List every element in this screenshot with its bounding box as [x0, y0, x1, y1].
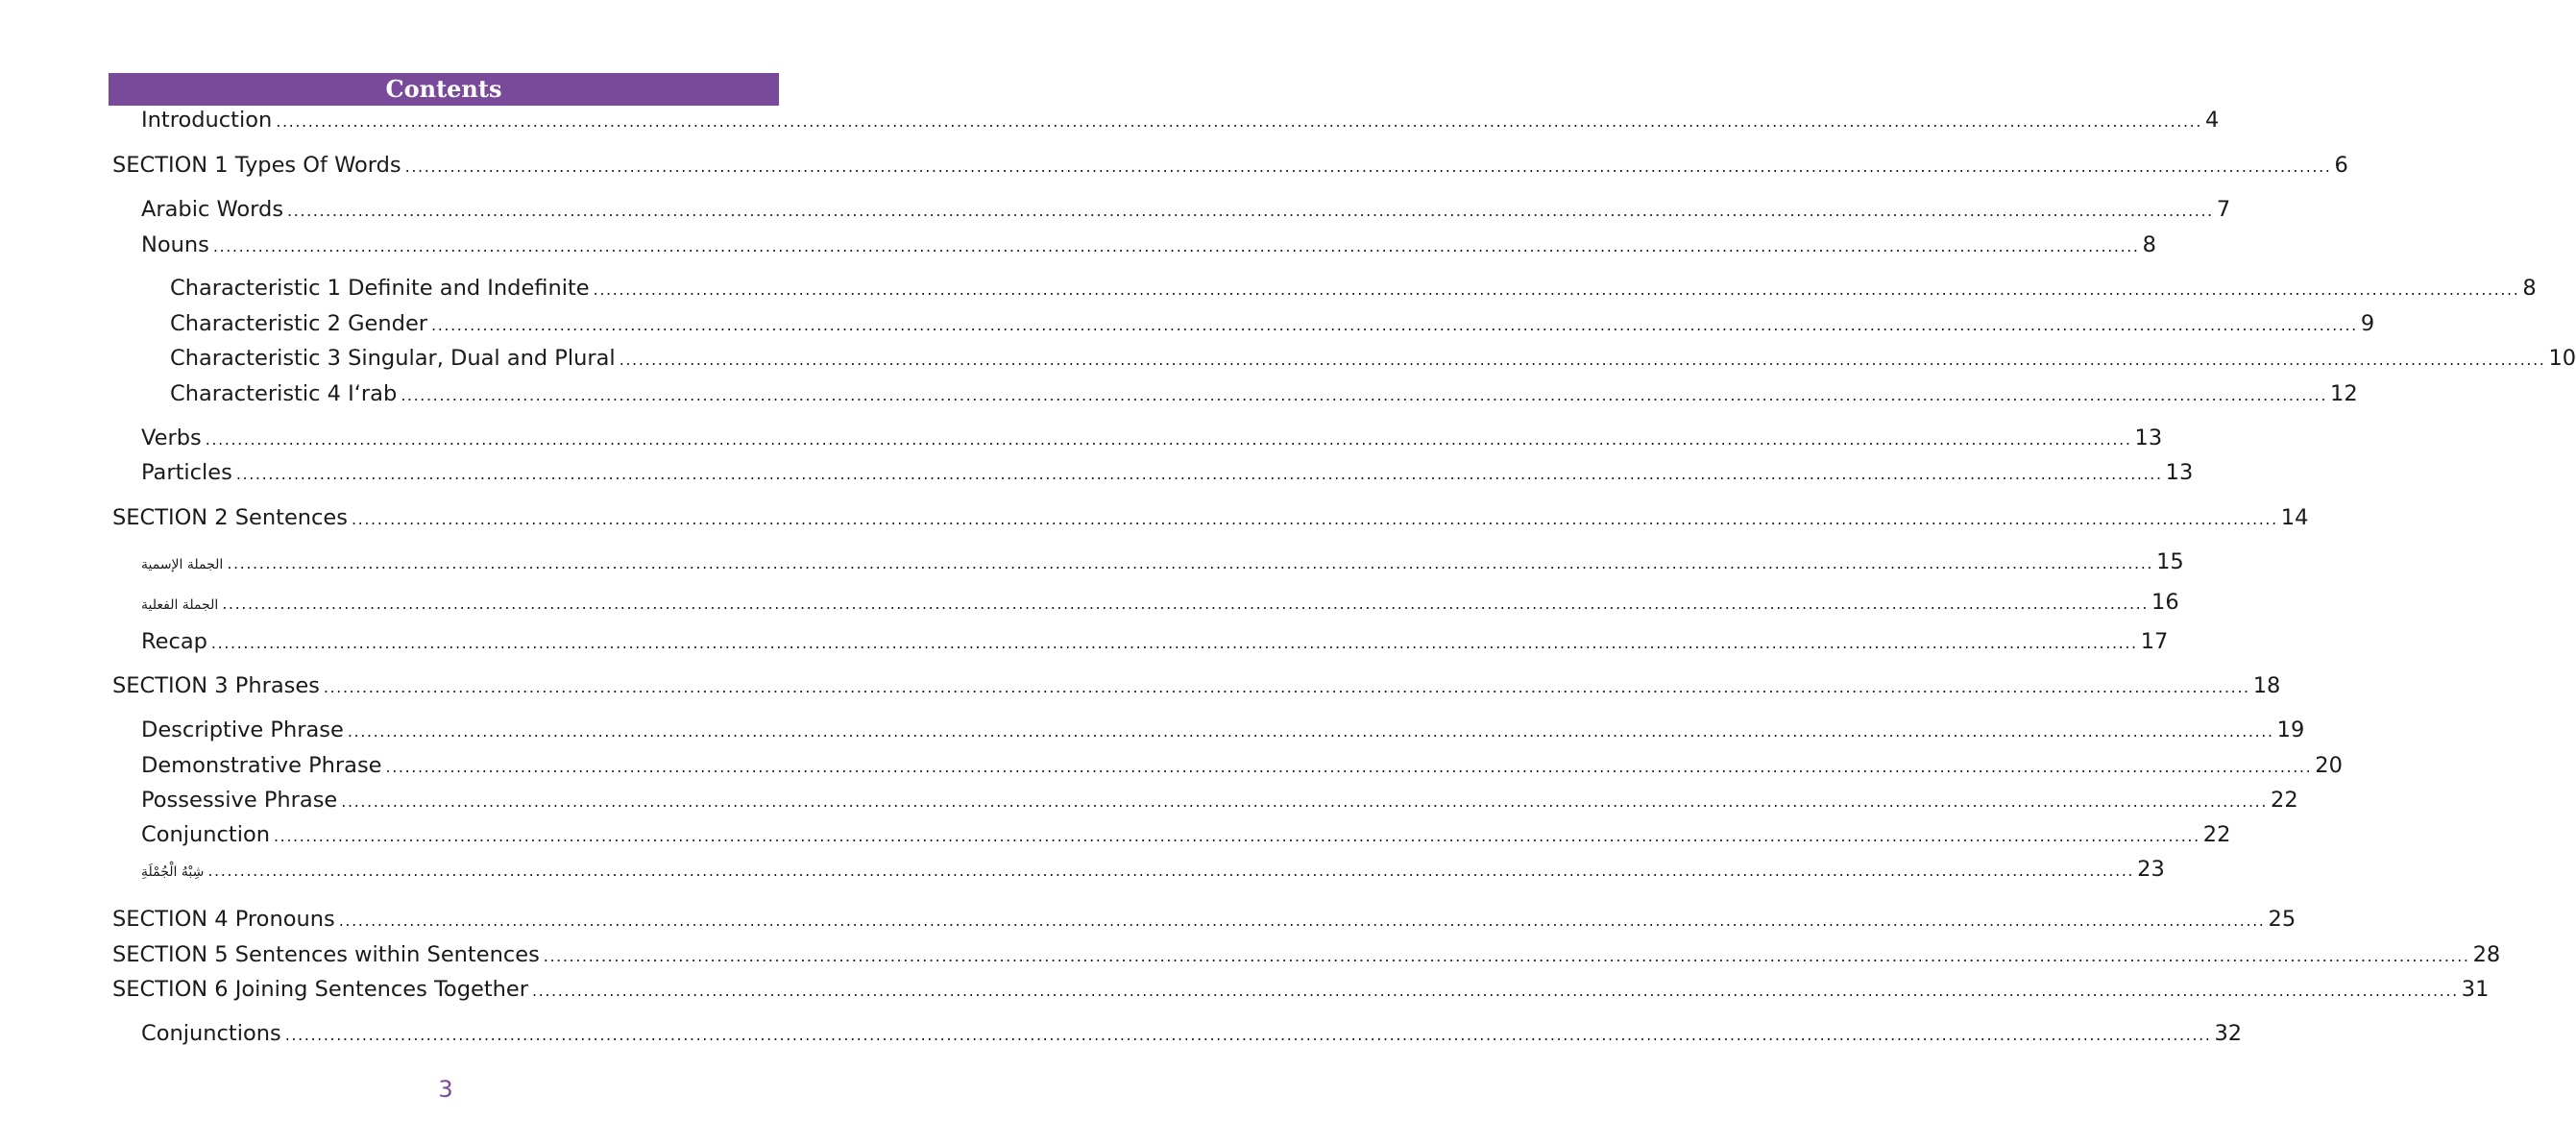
toc-entry-label: Characteristic 2 Gender — [170, 311, 428, 336]
toc-entry-label: الجملة الفعلية — [141, 597, 219, 613]
toc-entry-page: 22 — [2271, 788, 2298, 813]
toc-entry-page: 22 — [2202, 822, 2231, 847]
dot-leader: ............................................................................................................................................................................................................................................................................................................ — [593, 280, 2520, 299]
toc-entry-page: 9 — [2360, 311, 2375, 336]
toc-entry[interactable] — [141, 629, 2169, 662]
dot-leader: ............................................................................................................................................................................................................................................................................................................ — [385, 758, 2313, 776]
toc-entry-page: 19 — [2276, 717, 2305, 742]
toc-entry-label: Verbs — [141, 426, 202, 450]
dot-leader: ............................................................................................................................................................................................................................................................................................................ — [227, 554, 2154, 572]
toc-entry-page: 17 — [2140, 629, 2169, 654]
dot-leader: ............................................................................................................................................................................................................................................................................................................ — [341, 792, 2269, 811]
toc-entry-label: Introduction — [141, 108, 273, 133]
dot-leader: ............................................................................................................................................................................................................................................................................................................ — [212, 237, 2140, 255]
toc-entry-label: SECTION 5 Sentences within Sentences — [112, 942, 540, 967]
dot-leader: ............................................................................................................................................................................................................................................................................................................ — [222, 595, 2150, 613]
dot-leader: ............................................................................................................................................................................................................................................................................................................ — [276, 112, 2203, 131]
toc-entry-label: SECTION 2 Sentences — [112, 505, 348, 530]
toc-entry-page: 6 — [2334, 153, 2348, 178]
toc-entry[interactable] — [141, 108, 2220, 140]
toc-entry-page: 7 — [2216, 197, 2231, 222]
dot-leader: ............................................................................................................................................................................................................................................................................................................ — [273, 827, 2200, 845]
toc-entry-label: SECTION 3 Phrases — [112, 673, 320, 698]
toc-entry-page: 20 — [2315, 753, 2343, 778]
toc-entry-page: 4 — [2205, 108, 2220, 133]
toc-entry[interactable] — [141, 788, 2298, 820]
toc-entry-label: Characteristic 4 I‘rab — [170, 381, 398, 406]
dot-leader: ............................................................................................................................................................................................................................................................................................................ — [323, 678, 2250, 696]
toc-entry-label: Characteristic 3 Singular, Dual and Plural — [170, 346, 616, 371]
toc-entry-page: 13 — [2165, 460, 2194, 485]
dot-leader: ............................................................................................................................................................................................................................................................................................................ — [207, 862, 2135, 880]
toc-entry-label: Arabic Words — [141, 197, 284, 222]
dot-leader: ............................................................................................................................................................................................................................................................................................................ — [401, 386, 2328, 404]
dot-leader: ............................................................................................................................................................................................................................................................................................................ — [287, 202, 2214, 220]
toc-entry[interactable] — [112, 673, 2281, 706]
contents-header-bar — [109, 73, 779, 106]
toc-entry-label: شِبْهُ الْجُمْلَةِ — [141, 864, 205, 880]
dot-leader: ............................................................................................................................................................................................................................................................................................................ — [205, 430, 2132, 449]
toc-entry[interactable] — [112, 942, 2501, 975]
toc-entry-page: 25 — [2268, 907, 2297, 932]
toc-entry-page: 13 — [2134, 426, 2163, 450]
dot-leader: ............................................................................................................................................................................................................................................................................................................ — [347, 722, 2274, 741]
toc-entry-page: 12 — [2330, 381, 2358, 406]
dot-leader: ............................................................................................................................................................................................................................................................................................................ — [338, 912, 2266, 930]
toc-entry-label: SECTION 4 Pronouns — [112, 907, 335, 932]
dot-leader: ............................................................................................................................................................................................................................................................................................................ — [235, 465, 2163, 483]
toc-entry-page: 28 — [2472, 942, 2501, 967]
toc-entry-page: 8 — [2142, 232, 2156, 257]
toc-entry-label: SECTION 1 Types Of Words — [112, 153, 401, 178]
toc-entry[interactable] — [141, 460, 2194, 493]
toc-entry[interactable] — [141, 197, 2231, 230]
toc-entry-page: 31 — [2461, 977, 2490, 1002]
dot-leader: ............................................................................................................................................................................................................................................................................................................ — [210, 634, 2138, 652]
toc-entry[interactable] — [141, 822, 2231, 855]
toc-entry-page: 16 — [2151, 590, 2179, 615]
toc-entry[interactable] — [141, 857, 2165, 889]
dot-leader: ............................................................................................................................................................................................................................................................................................................ — [404, 158, 2332, 176]
toc-entry-label: SECTION 6 Joining Sentences Together — [112, 977, 528, 1002]
page-number: 3 — [438, 1076, 453, 1103]
toc-entry[interactable] — [112, 977, 2490, 1009]
toc-entry[interactable] — [141, 590, 2179, 622]
toc-entry-page: 18 — [2252, 673, 2281, 698]
toc-entry[interactable] — [112, 505, 2309, 538]
toc-entry-label: Recap — [141, 629, 207, 654]
toc-entry[interactable] — [141, 549, 2184, 582]
toc-entry[interactable] — [170, 346, 2576, 378]
dot-leader: ............................................................................................................................................................................................................................................................................................................ — [352, 510, 2278, 528]
toc-entry-page: 14 — [2280, 505, 2309, 530]
dot-leader: ............................................................................................................................................................................................................................................................................................................ — [284, 1026, 2212, 1044]
toc-entry-page: 15 — [2156, 549, 2184, 574]
dot-leader: ............................................................................................................................................................................................................................................................................................................ — [431, 316, 2358, 334]
toc-entry[interactable] — [141, 753, 2343, 786]
toc-entry[interactable] — [141, 232, 2156, 265]
toc-entry-label: Characteristic 1 Definite and Indefinite — [170, 276, 590, 301]
toc-entry[interactable] — [141, 1021, 2243, 1054]
toc-entry-label: Conjunctions — [141, 1021, 281, 1046]
dot-leader: ............................................................................................................................................................................................................................................................................................................ — [543, 947, 2470, 965]
toc-entry-page: 10 — [2548, 346, 2576, 371]
toc-entry[interactable] — [112, 153, 2348, 185]
toc-entry-label: Demonstrative Phrase — [141, 753, 382, 778]
toc-entry-label: Particles — [141, 460, 232, 485]
toc-entry-label: الجملة الإسمية — [141, 557, 224, 572]
toc-entry-page: 23 — [2137, 857, 2165, 882]
toc-entry-label: Descriptive Phrase — [141, 717, 344, 742]
toc-entry-page: 32 — [2214, 1021, 2243, 1046]
dot-leader: ............................................................................................................................................................................................................................................................................................................ — [532, 982, 2459, 1000]
contents-title: Contents — [385, 75, 502, 103]
toc-entry[interactable] — [170, 311, 2375, 344]
toc-entry-label: Nouns — [141, 232, 209, 257]
toc-entry-label: Conjunction — [141, 822, 270, 847]
toc-entry[interactable] — [112, 907, 2297, 939]
toc-entry-label: Possessive Phrase — [141, 788, 338, 813]
toc-entry[interactable] — [141, 717, 2305, 750]
toc-entry[interactable] — [170, 381, 2358, 414]
toc-entry[interactable] — [141, 426, 2163, 458]
toc-entry[interactable] — [170, 276, 2537, 308]
toc-entry-page: 8 — [2522, 276, 2537, 301]
dot-leader: ............................................................................................................................................................................................................................................................................................................ — [619, 351, 2546, 369]
